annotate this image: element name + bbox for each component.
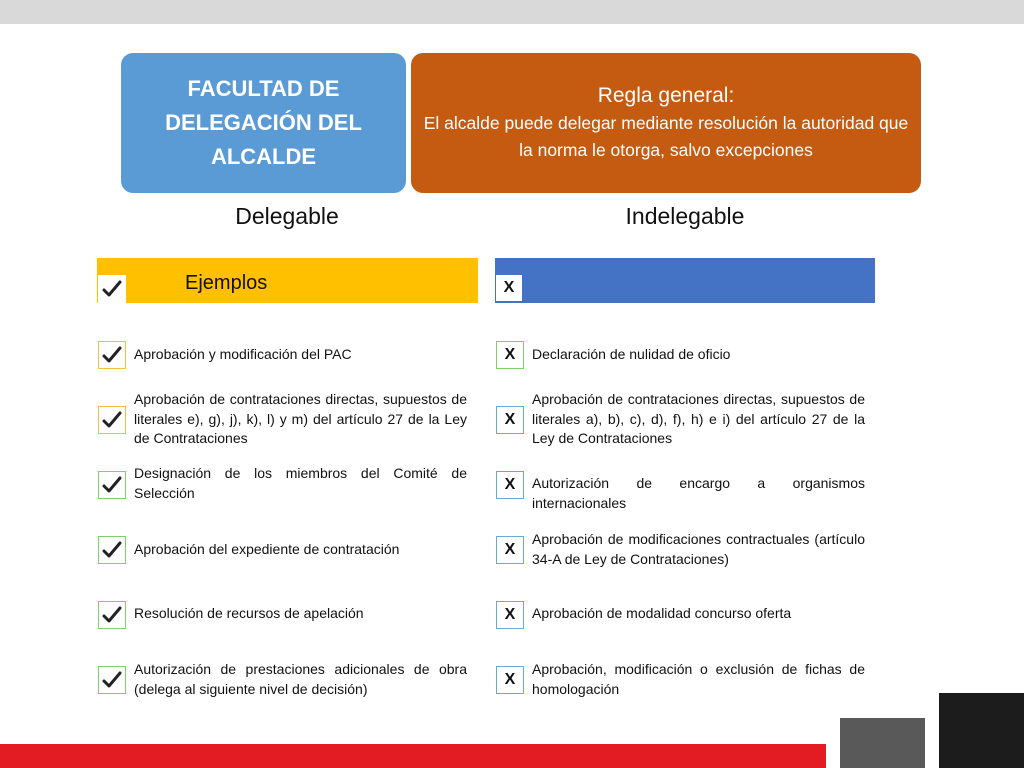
x-mark-icon: X: [496, 471, 524, 499]
delegable-item: Designación de los miembros del Comité de Selección: [134, 465, 467, 501]
check-mark-icon: [98, 341, 126, 369]
indelegable-item: Aprobación, modificación o exclusión de fichas de homologación: [532, 661, 865, 697]
general-rule-body: El alcalde puede delegar mediante resolución la autoridad que la norma le otorga, salvo excepciones: [423, 113, 909, 160]
examples-label: Ejemplos: [185, 272, 268, 294]
check-mark-icon: [98, 666, 126, 694]
x-mark-icon: X: [496, 341, 524, 369]
indelegable-item: Aprobación de contrataciones directas, supuestos de literales a), b), c), d), f), h) e i) del artículo 27 de la Ley de Contrataciones: [532, 391, 865, 446]
indelegable-item: Aprobación de modificaciones contractuales (artículo 34-A de Ley de Contrataciones): [532, 531, 865, 567]
general-rule-box: [411, 53, 921, 193]
check-mark-icon: [98, 601, 126, 629]
x-mark-icon: X: [496, 666, 524, 694]
indelegable-item: Declaración de nulidad de oficio: [532, 346, 731, 362]
check-mark-icon: [98, 275, 126, 303]
delegable-item: Aprobación y modificación del PAC: [134, 346, 352, 362]
footer-gray-block: [840, 718, 925, 768]
x-mark-icon: X: [496, 536, 524, 564]
delegable-heading: Delegable: [235, 203, 339, 229]
check-mark-icon: [98, 471, 126, 499]
indelegable-item: Autorización de encargo a organismos internacionales: [532, 475, 865, 511]
x-mark-icon: X: [496, 601, 524, 629]
check-mark-icon: [98, 406, 126, 434]
footer-red-bar: [0, 744, 826, 768]
delegable-band: [97, 258, 478, 303]
top-bar: [0, 0, 1024, 24]
check-mark-icon: [98, 536, 126, 564]
indelegable-item: Aprobación de modalidad concurso oferta: [532, 605, 792, 621]
delegable-item: Aprobación del expediente de contratación: [134, 541, 400, 557]
indelegable-heading: Indelegable: [625, 203, 745, 229]
indelegable-band: [495, 258, 875, 303]
delegable-item: Aprobación de contrataciones directas, supuestos de literales e), g), j), k), l) y m) del artículo 27 de la Ley de Contrataciones: [134, 391, 467, 446]
delegable-item: Autorización de prestaciones adicionales de obra (delega al siguiente nivel de decisión): [134, 661, 467, 697]
footer-dark-block: [939, 693, 1024, 768]
page-title: FACULTAD DE DELEGACIÓN DEL ALCALDE: [165, 76, 362, 169]
x-mark-icon: X: [496, 275, 522, 301]
title-box: [121, 53, 406, 193]
delegable-item: Resolución de recursos de apelación: [134, 605, 364, 621]
x-mark-icon: X: [496, 406, 524, 434]
general-rule-title: Regla general:: [597, 84, 735, 107]
